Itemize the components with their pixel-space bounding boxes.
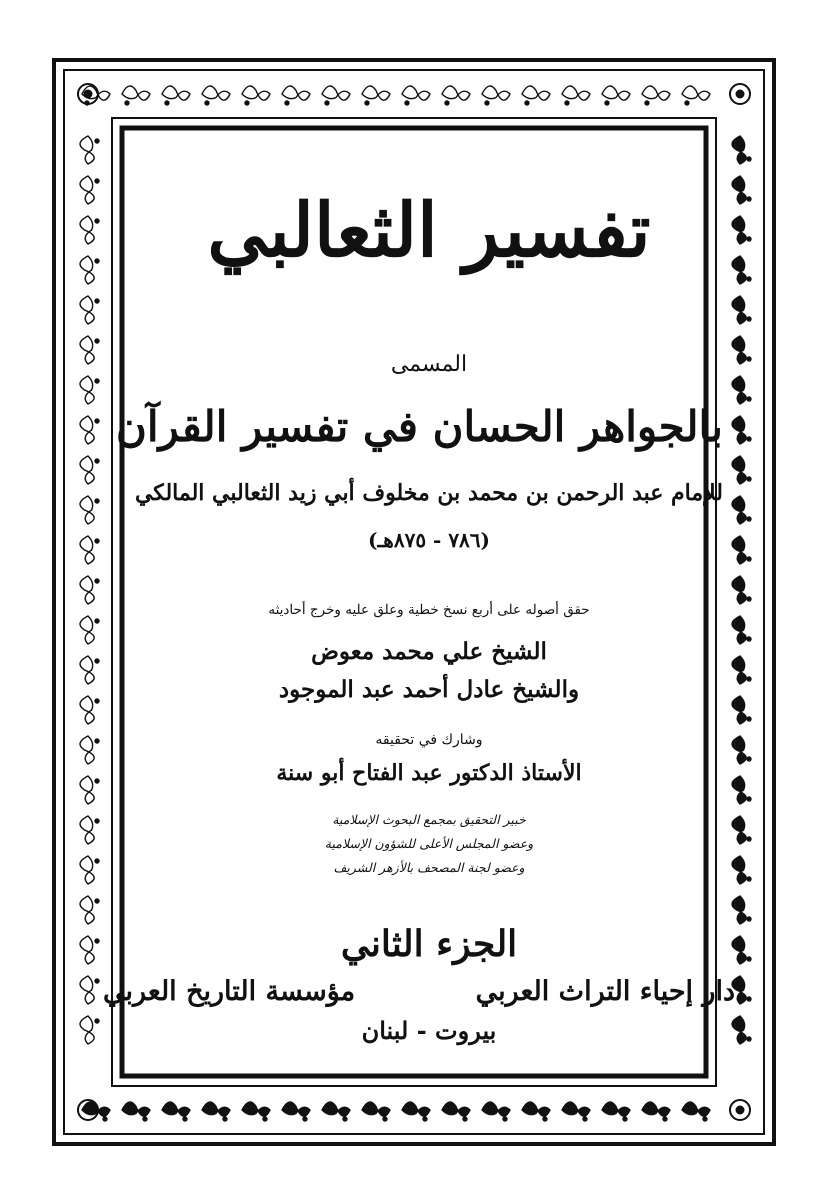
subtitle-label: المسمى [390, 352, 468, 377]
publisher-1: دار إحياء التراث العربي [475, 976, 735, 1007]
credential-3: وعضو لجنة المصحف بالأزهر الشريف [333, 860, 525, 875]
publisher-2: مؤسسة التاريخ العربي [103, 976, 356, 1007]
author-line: للإمام عبد الرحمن بن محمد بن مخلوف أبي زيد الثعالبي المالكي [134, 480, 723, 506]
cooperation-note: وشارك في تحقيقه [375, 732, 483, 748]
professor-name: الأستاذ الدكتور عبد الفتاح أبو سنة [276, 760, 582, 786]
credential-2: وعضو المجلس الأعلى للشؤون الإسلامية [324, 836, 534, 851]
author-dates: (٧٨٦ - ٨٧٥هـ) [367, 528, 491, 552]
publisher-place: بيروت - لبنان [361, 1016, 497, 1045]
volume-label: الجزء الثاني [340, 923, 518, 965]
title-page [103, 140, 735, 1045]
edit-note: حقق أصوله على أربع نسخ خطية وعلق عليه وخرج أحاديثه [268, 602, 590, 618]
credential-1: خبير التحقيق بمجمع البحوث الإسلامية [332, 812, 526, 827]
book-title: تفسير الثعالبي [207, 188, 651, 274]
book-subtitle: بالجواهر الحسان في تفسير القرآن [116, 402, 723, 451]
editor-2: والشيخ عادل أحمد عبد الموجود [278, 676, 580, 703]
editor-1: الشيخ علي محمد معوض [311, 638, 547, 665]
